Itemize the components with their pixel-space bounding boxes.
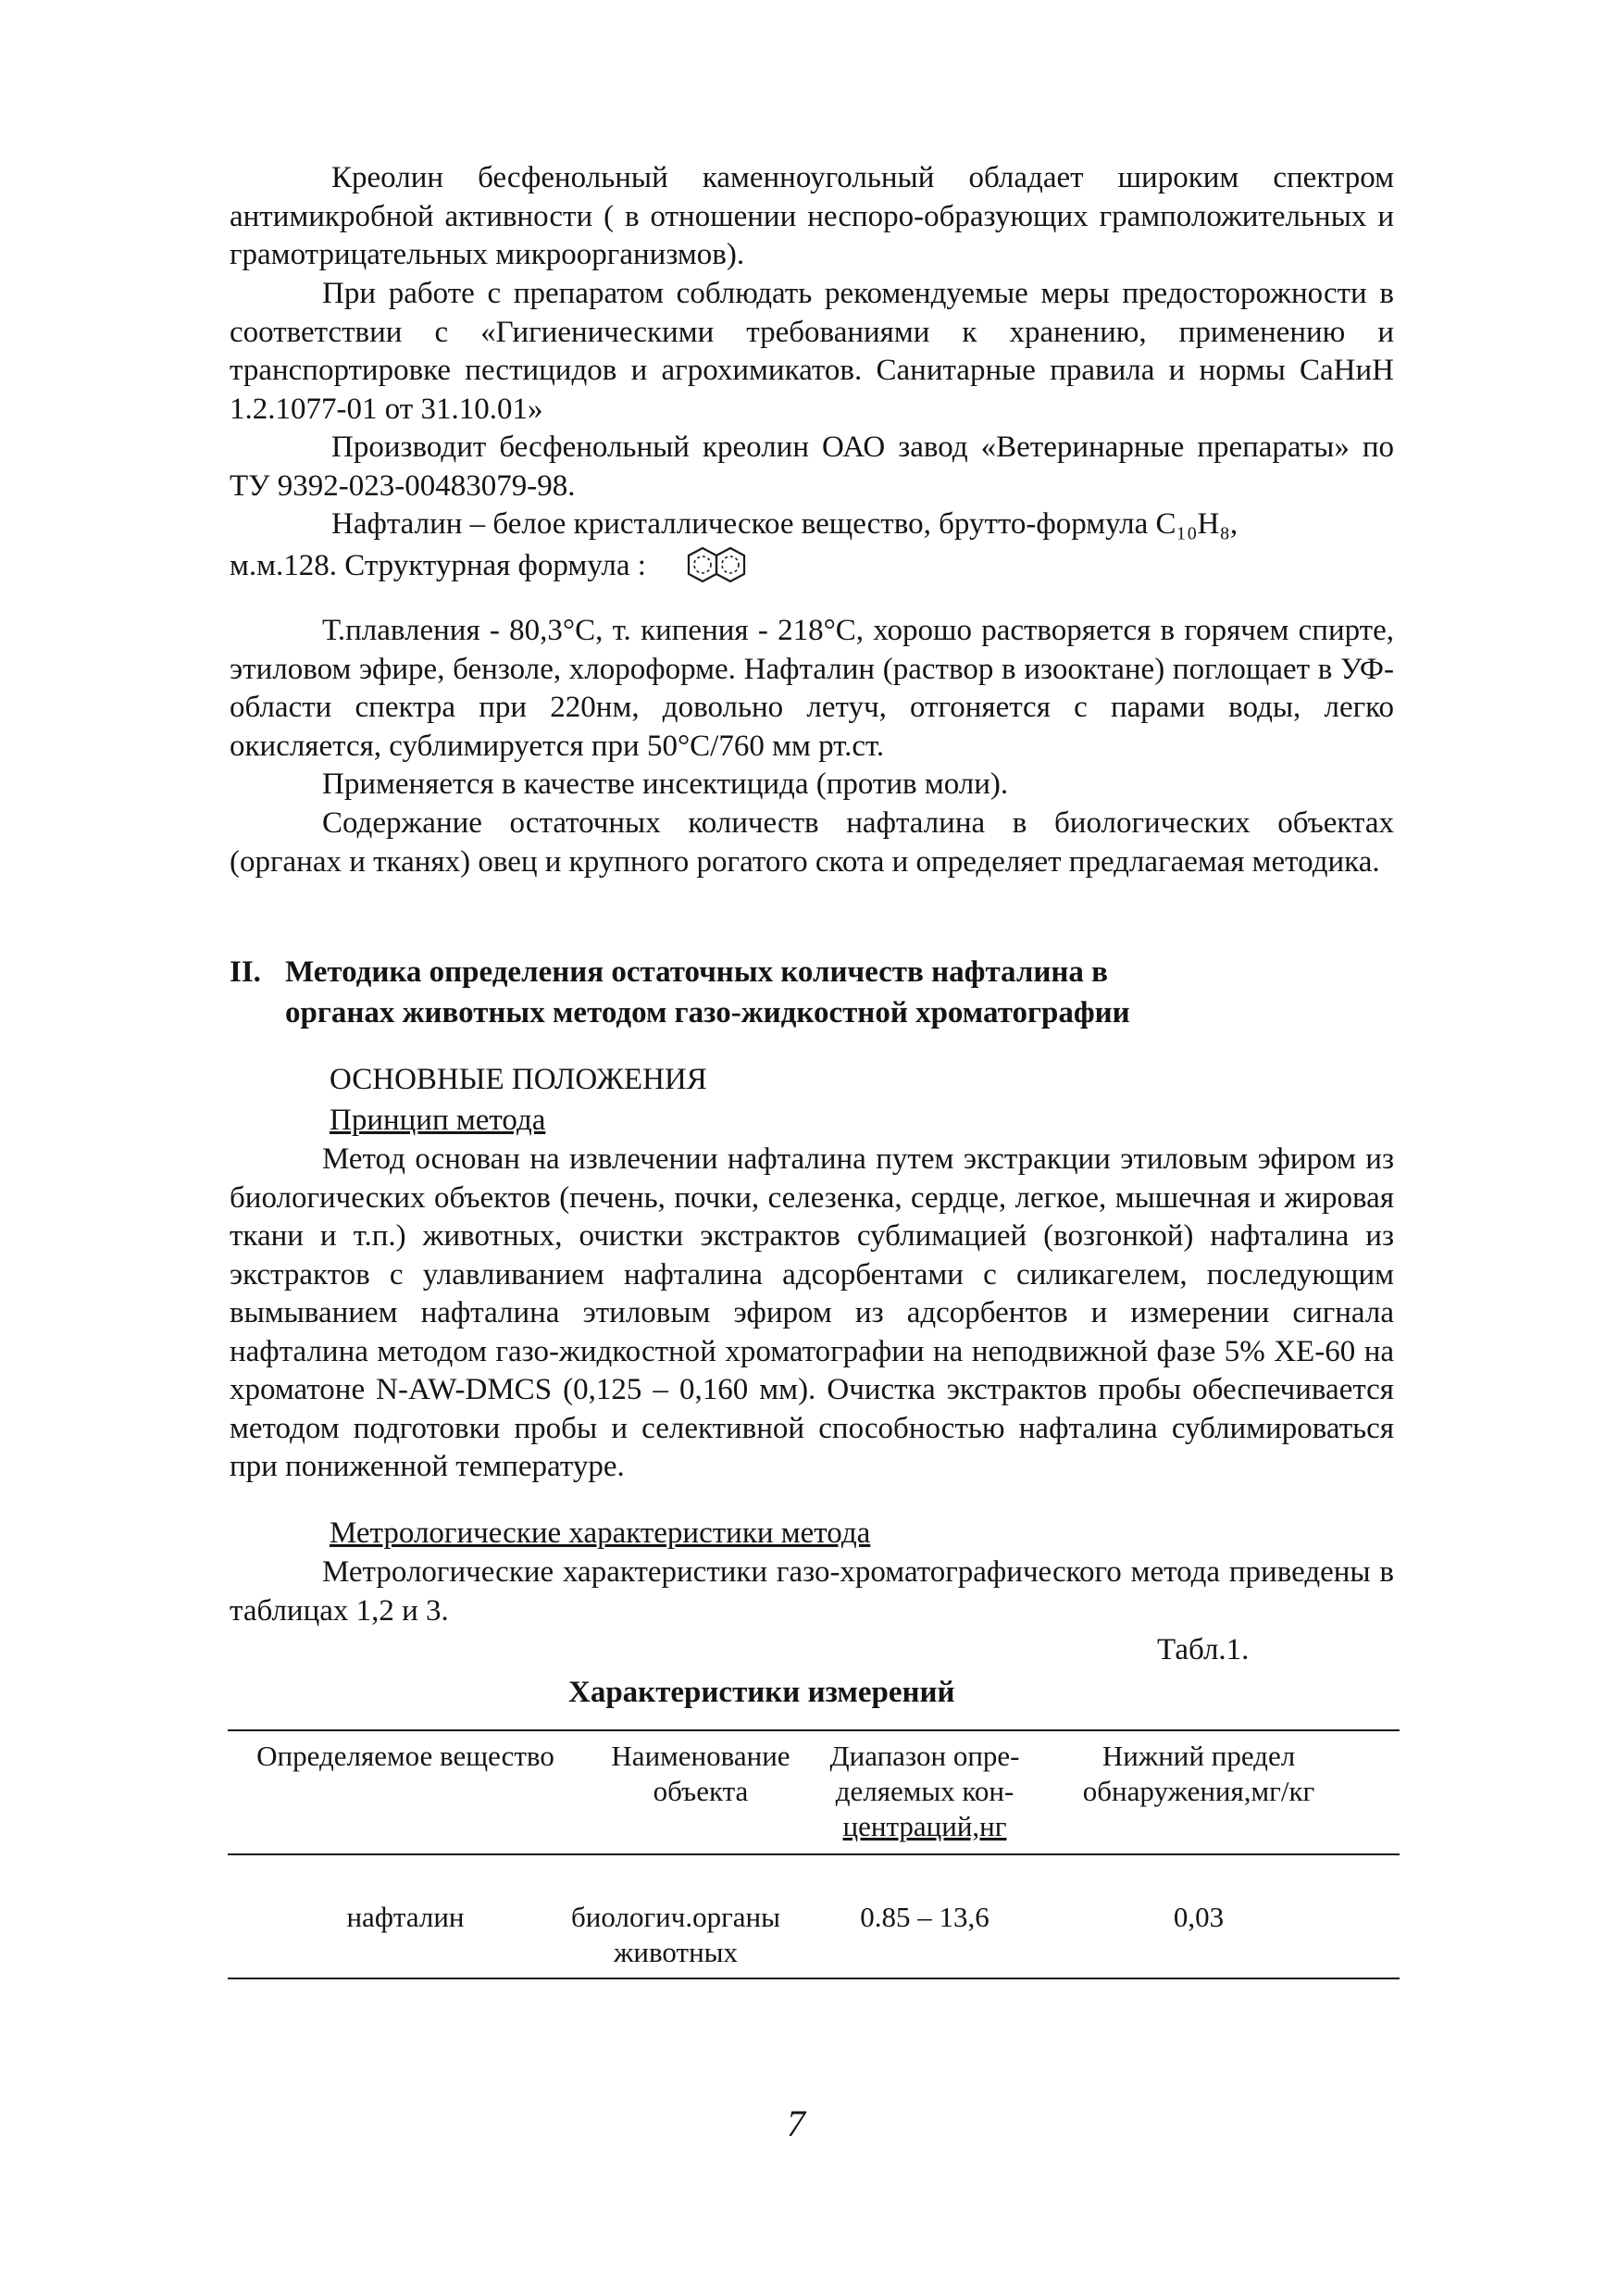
formula-label: м.м.128. Структурная формула : [230,548,646,582]
table-row-cell [1046,1900,1351,1935]
header-text: обнаружения,мг/кг [1082,1775,1315,1807]
header-text: Определяемое вещество [256,1740,554,1772]
paragraph-creolin-activity: Креолин бесфенольный каменноугольный обладает широким спектром антимикробной активности ( в отношении неспоро-образующих грамположительных и грамотрицательных микроорганизмов). [230,161,1394,271]
table-label: Табл.1. [1157,1633,1250,1666]
heading-text-1: Методика определения остаточных количеств нафталина в [285,955,1108,989]
formula-line-2 [230,544,1394,589]
table-rule-middle [228,1853,1400,1855]
table-header-object [585,1739,816,1809]
header-text: Наименование [611,1740,790,1772]
paragraph-naphthalene-formula [230,505,1394,589]
section-heading [230,952,1285,1033]
header-text: деляемых кон- [835,1775,1014,1807]
table-header-substance [230,1739,581,1774]
heading-text-2: органах животных методом газо-жидкостной хроматографии [285,996,1130,1029]
paragraph-properties: Т.плавления - 80,3°С, т. кипения - 218°С, хорошо растворяется в горячем спирте, этиловом эфире, бензоле, хлороформе. Нафталин (раствор в изооктане) поглощает в УФ-области спектра при 220нм, довольно летуч, отгоняется с парами воды, легко окисляется, сублимируется при 50°С/760 мм рт.ст. [230,614,1394,763]
naphthalene-structure-icon [683,544,753,589]
principle-title: Принцип метода [330,1104,546,1137]
table-row-cell [230,1900,581,1935]
page-number: 7 [787,2103,805,2144]
table-rule-top [228,1729,1400,1731]
cell-text: биологич.органы [571,1901,780,1933]
cell-text: 0.85 – 13,6 [860,1901,989,1933]
paragraph-precautions: При работе с препаратом соблюдать рекомендуемые меры предосторожности в соответствии с «Гигиеническими требованиями к хранению, применению и транспортировке пестицидов и агрохимикатов. Санитарные правила и нормы СаНиН 1.2.1077-01 от 31.10.01» [230,277,1394,426]
paragraph-content: Содержание остаточных количеств нафталина в биологических объектах (органах и тканях) овец и крупного рогатого скота и определяет предлагаемая методика. [230,806,1394,879]
metrology-title: Метрологические характеристики метода [330,1516,871,1550]
table-header-range [818,1739,1031,1844]
paragraph-metrology: Метрологические характеристики газо-хроматографического метода приведены в таблицах 1,2 и 3. [230,1555,1394,1628]
header-text: объекта [653,1775,749,1807]
cell-text: животных [614,1936,738,1968]
cell-text: нафталин [346,1901,465,1933]
formula-line-1: Нафталин – белое кристаллическое вещество, брутто-формула C₁₀H₈, [331,507,1238,541]
paragraph-principle: Метод основан на извлечении нафталина путем экстракции этиловым эфиром из биологических объектов (печень, почки, селезенка, сердце, легкое, мышечная и жировая ткани и т.п.) животных, очистки экстрактов сублимацией (возгонкой) нафталина из экстрактов с улавливанием нафталина адсорбентами с силикагелем, последующим вымыванием нафталина этиловым эфиром из адсорбентов и измерении сигнала нафталина методом газо-жидкостной хроматографии на неподвижной фазе 5% ХЕ-60 на хроматоне N-AW-DMCS (0,125 – 0,160 мм). Очистка экстрактов пробы обеспечивается методом подготовки пробы и селективной способностью нафталина сублимироваться при пониженной температуре. [230,1142,1394,1483]
header-text: Нижний предел [1101,1740,1296,1772]
header-text: центраций,нг [842,1810,1007,1842]
heading-number: II. [230,955,261,989]
table-row-cell [537,1900,815,1970]
table-header-limit [1046,1739,1351,1809]
paragraph-usage: Применяется в качестве инсектицида (против моли). [322,767,1009,801]
table-title: Характеристики измерений [568,1676,955,1709]
section-title: ОСНОВНЫЕ ПОЛОЖЕНИЯ [330,1063,707,1096]
table-row-cell [818,1900,1031,1935]
table-rule-bottom [228,1978,1400,1979]
paragraph-manufacturer: Производит бесфенольный креолин ОАО завод «Ветеринарные препараты» по ТУ 9392-023-00483079-98. [230,430,1394,503]
cell-text: 0,03 [1173,1901,1225,1933]
heading-line-1 [230,952,1285,992]
header-text: Диапазон опре- [829,1740,1020,1772]
